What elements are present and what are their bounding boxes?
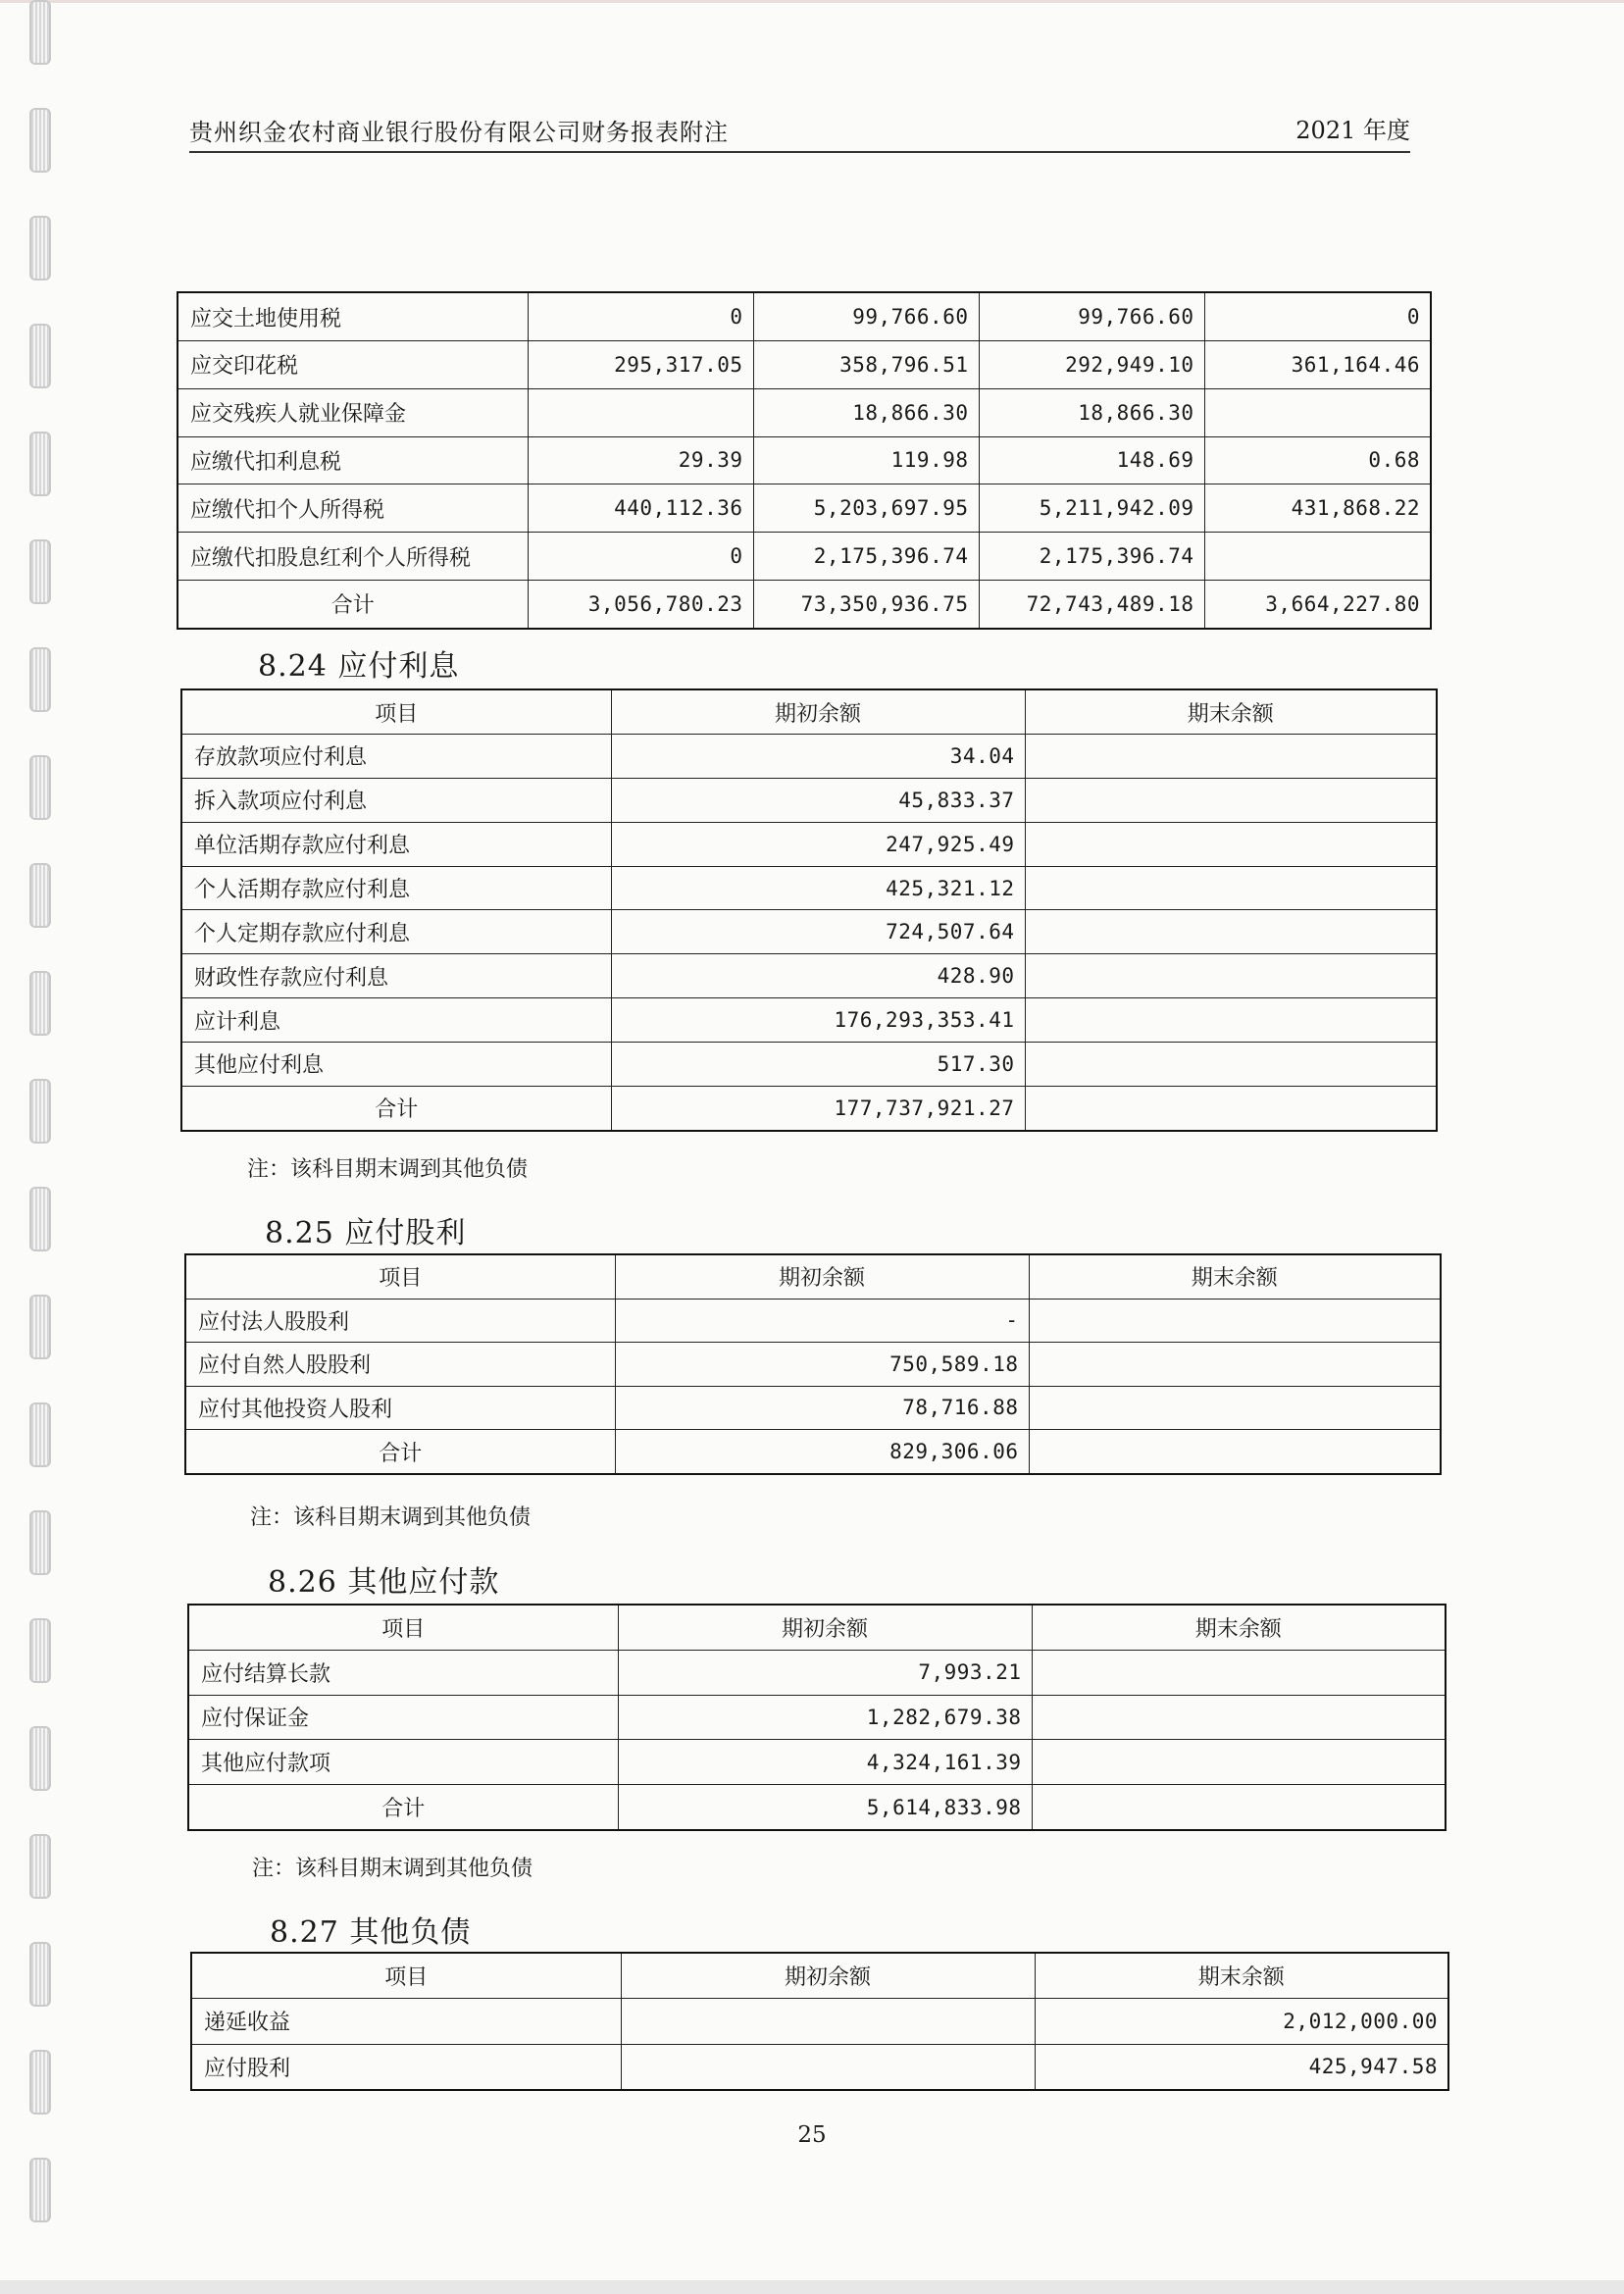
cell-value: 148.69 xyxy=(979,436,1204,484)
cell-value: 361,164.46 xyxy=(1204,341,1431,389)
row-label: 拆入款项应付利息 xyxy=(181,778,611,822)
total-value: 829,306.06 xyxy=(615,1430,1029,1474)
table-header-row xyxy=(188,1605,1446,1650)
table-total-row xyxy=(181,1086,1437,1131)
total-value: 3,664,227.80 xyxy=(1204,580,1431,629)
total-value xyxy=(1032,1785,1446,1830)
cell-value xyxy=(1032,1740,1446,1785)
total-label: 合计 xyxy=(188,1785,618,1830)
cell-value: 358,796.51 xyxy=(753,341,979,389)
column-header-item: 项目 xyxy=(181,689,611,735)
row-label: 存放款项应付利息 xyxy=(181,735,611,779)
other-payables-table xyxy=(187,1604,1446,1831)
column-header-begin: 期初余额 xyxy=(611,689,1025,735)
table-header-row xyxy=(185,1254,1441,1299)
cell-value: 29.39 xyxy=(528,436,753,484)
cell-value xyxy=(621,2044,1035,2090)
cell-value xyxy=(1204,533,1431,581)
cell-value: 2,012,000.00 xyxy=(1035,1999,1448,2044)
cell-value: 5,203,697.95 xyxy=(753,484,979,533)
table-row xyxy=(185,1299,1441,1343)
cell-value xyxy=(1025,910,1437,954)
cell-value: 2,175,396.74 xyxy=(753,533,979,581)
page-bottom-edge xyxy=(0,2280,1624,2294)
table-row xyxy=(181,735,1437,779)
table-row xyxy=(178,292,1431,341)
cell-value xyxy=(1029,1343,1441,1387)
row-label: 应付保证金 xyxy=(188,1695,618,1740)
table-header-row xyxy=(191,1953,1448,1999)
cell-value: 0 xyxy=(528,533,753,581)
section-title-8-26: 8.26 其他应付款 xyxy=(268,1565,500,1600)
cell-value: 45,833.37 xyxy=(611,778,1025,822)
cell-value: 7,993.21 xyxy=(618,1650,1032,1695)
column-header-end: 期末余额 xyxy=(1029,1254,1441,1299)
table-row xyxy=(181,822,1437,866)
company-title: 贵州织金农村商业银行股份有限公司财务报表附注 xyxy=(189,119,729,146)
binding-holes xyxy=(22,0,61,2294)
cell-value xyxy=(1025,1043,1437,1087)
table-row xyxy=(188,1650,1446,1695)
row-label: 应付结算长款 xyxy=(188,1650,618,1695)
total-value: 72,743,489.18 xyxy=(979,580,1204,629)
total-value: 177,737,921.27 xyxy=(611,1086,1025,1131)
table-row xyxy=(178,388,1431,436)
cell-value xyxy=(1025,866,1437,910)
cell-value: 428.90 xyxy=(611,954,1025,998)
table-row xyxy=(181,998,1437,1043)
row-label: 个人活期存款应付利息 xyxy=(181,866,611,910)
cell-value: 440,112.36 xyxy=(528,484,753,533)
column-header-begin: 期初余额 xyxy=(618,1605,1032,1650)
total-label: 合计 xyxy=(178,580,528,629)
column-header-begin: 期初余额 xyxy=(615,1254,1029,1299)
note-8-24: 注：该科目期末调到其他负债 xyxy=(247,1157,529,1182)
row-label: 应付股利 xyxy=(191,2044,621,2090)
cell-value: 0 xyxy=(1204,292,1431,341)
table-header-row xyxy=(181,689,1437,735)
cell-value xyxy=(1204,388,1431,436)
row-label: 个人定期存款应付利息 xyxy=(181,910,611,954)
row-label: 财政性存款应付利息 xyxy=(181,954,611,998)
note-8-26: 注：该科目期末调到其他负债 xyxy=(252,1857,533,1881)
total-label: 合计 xyxy=(181,1086,611,1131)
section-title-8-24: 8.24 应付利息 xyxy=(258,649,460,684)
cell-value: - xyxy=(615,1299,1029,1343)
row-label: 其他应付款项 xyxy=(188,1740,618,1785)
cell-value: 517.30 xyxy=(611,1043,1025,1087)
table-row xyxy=(178,533,1431,581)
row-label: 应交印花税 xyxy=(178,341,528,389)
total-label: 合计 xyxy=(185,1430,615,1474)
row-label: 应付其他投资人股利 xyxy=(185,1386,615,1430)
cell-value xyxy=(1029,1299,1441,1343)
table-row xyxy=(188,1740,1446,1785)
total-value xyxy=(1025,1086,1437,1131)
report-year: 2021 年度 xyxy=(1295,117,1410,144)
row-label: 应交残疾人就业保障金 xyxy=(178,388,528,436)
cell-value: 99,766.60 xyxy=(979,292,1204,341)
cell-value: 78,716.88 xyxy=(615,1386,1029,1430)
other-liabilities-table xyxy=(190,1952,1449,2091)
cell-value: 0 xyxy=(528,292,753,341)
cell-value xyxy=(621,1999,1035,2044)
cell-value: 425,947.58 xyxy=(1035,2044,1448,2090)
note-8-25: 注：该科目期末调到其他负债 xyxy=(250,1505,532,1530)
cell-value: 18,866.30 xyxy=(979,388,1204,436)
table-row xyxy=(178,484,1431,533)
row-label: 应计利息 xyxy=(181,998,611,1043)
row-label: 递延收益 xyxy=(191,1999,621,2044)
column-header-end: 期末余额 xyxy=(1035,1953,1448,1999)
column-header-end: 期末余额 xyxy=(1032,1605,1446,1650)
cell-value: 5,211,942.09 xyxy=(979,484,1204,533)
total-value xyxy=(1029,1430,1441,1474)
row-label: 其他应付利息 xyxy=(181,1043,611,1087)
row-label: 应缴代扣股息红利个人所得税 xyxy=(178,533,528,581)
page-top-edge xyxy=(0,0,1624,3)
cell-value: 119.98 xyxy=(753,436,979,484)
table-row xyxy=(188,1695,1446,1740)
cell-value: 425,321.12 xyxy=(611,866,1025,910)
row-label: 应付自然人股股利 xyxy=(185,1343,615,1387)
cell-value xyxy=(1025,954,1437,998)
interest-payable-table xyxy=(180,688,1438,1132)
tax-table xyxy=(177,291,1432,630)
cell-value: 295,317.05 xyxy=(528,341,753,389)
table-row xyxy=(181,910,1437,954)
table-total-row xyxy=(178,580,1431,629)
cell-value xyxy=(528,388,753,436)
section-title-8-27: 8.27 其他负债 xyxy=(270,1915,472,1950)
dividends-payable-table xyxy=(184,1253,1442,1475)
table-row xyxy=(185,1343,1441,1387)
section-title-8-25: 8.25 应付股利 xyxy=(265,1216,467,1250)
cell-value: 1,282,679.38 xyxy=(618,1695,1032,1740)
cell-value xyxy=(1025,822,1437,866)
page-header xyxy=(189,116,1410,153)
column-header-end: 期末余额 xyxy=(1025,689,1437,735)
table-row xyxy=(185,1386,1441,1430)
table-total-row xyxy=(188,1785,1446,1830)
cell-value: 0.68 xyxy=(1204,436,1431,484)
row-label: 应交土地使用税 xyxy=(178,292,528,341)
cell-value: 4,324,161.39 xyxy=(618,1740,1032,1785)
cell-value: 2,175,396.74 xyxy=(979,533,1204,581)
cell-value xyxy=(1032,1695,1446,1740)
cell-value: 176,293,353.41 xyxy=(611,998,1025,1043)
cell-value: 247,925.49 xyxy=(611,822,1025,866)
cell-value: 431,868.22 xyxy=(1204,484,1431,533)
row-label: 应缴代扣利息税 xyxy=(178,436,528,484)
table-row xyxy=(181,1043,1437,1087)
table-row xyxy=(178,341,1431,389)
table-row xyxy=(191,1999,1448,2044)
table-row xyxy=(191,2044,1448,2090)
total-value: 3,056,780.23 xyxy=(528,580,753,629)
cell-value xyxy=(1025,998,1437,1043)
cell-value: 18,866.30 xyxy=(753,388,979,436)
table-row xyxy=(178,436,1431,484)
cell-value xyxy=(1025,778,1437,822)
column-header-item: 项目 xyxy=(188,1605,618,1650)
row-label: 应缴代扣个人所得税 xyxy=(178,484,528,533)
cell-value xyxy=(1029,1386,1441,1430)
total-value: 73,350,936.75 xyxy=(753,580,979,629)
row-label: 应付法人股股利 xyxy=(185,1299,615,1343)
table-row xyxy=(181,778,1437,822)
cell-value xyxy=(1032,1650,1446,1695)
row-label: 单位活期存款应付利息 xyxy=(181,822,611,866)
cell-value xyxy=(1025,735,1437,779)
cell-value: 750,589.18 xyxy=(615,1343,1029,1387)
cell-value: 724,507.64 xyxy=(611,910,1025,954)
cell-value: 292,949.10 xyxy=(979,341,1204,389)
total-value: 5,614,833.98 xyxy=(618,1785,1032,1830)
page-number: 25 xyxy=(797,2122,827,2148)
column-header-item: 项目 xyxy=(185,1254,615,1299)
column-header-item: 项目 xyxy=(191,1953,621,1999)
cell-value: 34.04 xyxy=(611,735,1025,779)
table-row xyxy=(181,954,1437,998)
table-row xyxy=(181,866,1437,910)
cell-value: 99,766.60 xyxy=(753,292,979,341)
column-header-begin: 期初余额 xyxy=(621,1953,1035,1999)
table-total-row xyxy=(185,1430,1441,1474)
